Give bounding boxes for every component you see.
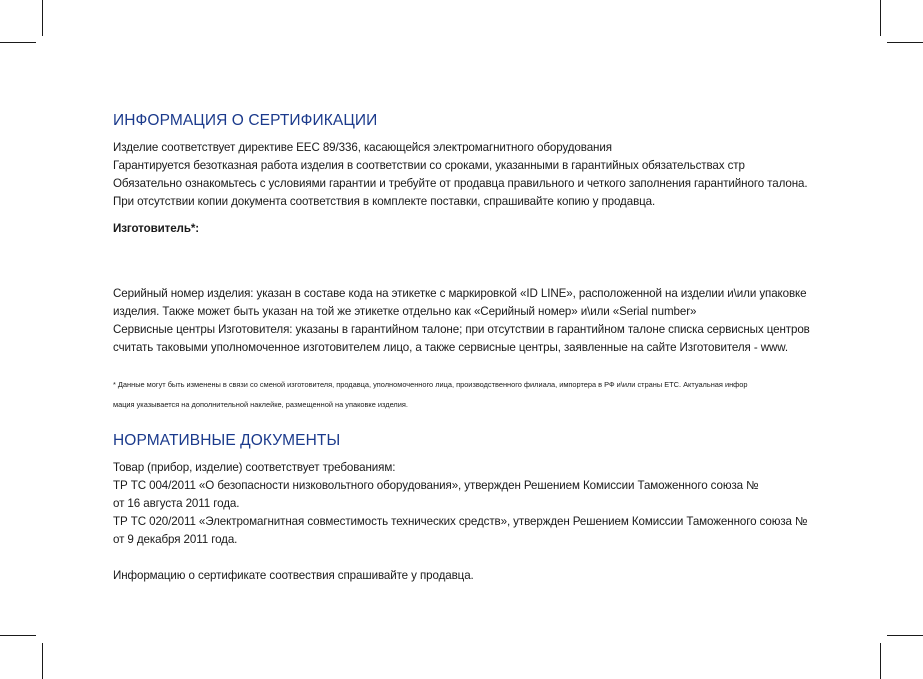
normative-line: Товар (прибор, изделие) соответствует требованиям: xyxy=(113,461,396,474)
normative-section xyxy=(113,430,823,585)
certification-line: Изделие соответствует директиве EEC 89/336, касающейся электромагнитного оборудования xyxy=(113,141,612,154)
crop-mark-top-left-horizontal xyxy=(0,42,36,43)
crop-mark-bottom-right-vertical xyxy=(880,643,881,679)
certification-line: Гарантируется безотказная работа изделия в соответствии со сроками, указанными в гарантийных обязательствах стр xyxy=(113,159,745,172)
footnote xyxy=(113,376,823,414)
certificate-info-line: Информацию о сертификате соотвествия спрашивайте у продавца. xyxy=(113,569,474,582)
service-line: Сервисные центры Изготовителя: указаны в гарантийном талоне; при отсутствии в гарантийном талоне списка сервисных центров xyxy=(113,323,810,336)
crop-mark-bottom-left-vertical xyxy=(42,643,43,679)
footnote-line: мация указывается на дополнительной наклейке, размещенной на упаковке изделия. xyxy=(113,400,408,409)
crop-mark-bottom-right-horizontal xyxy=(887,635,923,636)
serial-line: Серийный номер изделия: указан в составе кода на этикетке с маркировкой «ID LINE», расположенной на изделии и\или упаковке xyxy=(113,287,807,300)
normative-line: от 16 августа 2011 года. xyxy=(113,497,240,510)
serial-service-section xyxy=(113,285,823,357)
crop-mark-top-left-vertical xyxy=(42,0,43,36)
crop-mark-top-right-vertical xyxy=(880,0,881,36)
service-line: считать таковыми уполномоченное изготовителем лицо, а также сервисные центры, заявленные на сайте Изготовителя - www. xyxy=(113,341,789,354)
crop-mark-top-right-horizontal xyxy=(887,42,923,43)
normative-line: ТР ТС 020/2011 «Электромагнитная совместимость технических средств», утвержден Решением Комиссии Таможенного союза № xyxy=(113,515,808,528)
normative-heading: НОРМАТИВНЫЕ ДОКУМЕНТЫ xyxy=(113,432,341,449)
footnote-line: * Данные могут быть изменены в связи со сменой изготовителя, продавца, уполномоченного лица, производственного филиала, импортера в РФ и\или страны ЕТС. Актуальная инфор xyxy=(113,380,748,389)
manufacturer-label: Изготовитель*: xyxy=(113,222,200,235)
normative-line: от 9 декабря 2011 года. xyxy=(113,533,238,546)
certification-heading: ИНФОРМАЦИЯ О СЕРТИФИКАЦИИ xyxy=(113,112,378,129)
certification-line: При отсутствии копии документа соответствия в комплекте поставки, спрашивайте копию у продавца. xyxy=(113,195,656,208)
normative-line: ТР ТС 004/2011 «О безопасности низковольтного оборудования», утвержден Решением Комиссии Таможенного союза № xyxy=(113,479,759,492)
crop-mark-bottom-left-horizontal xyxy=(0,635,36,636)
serial-line: изделия. Также может быть указан на той же этикетке отдельно как «Серийный номер» и\или «Serial number» xyxy=(113,305,697,318)
certification-line: Обязательно ознакомьтесь с условиями гарантии и требуйте от продавца правильного и четкого заполнения гарантийного талона. xyxy=(113,177,808,190)
certification-section xyxy=(113,110,823,238)
